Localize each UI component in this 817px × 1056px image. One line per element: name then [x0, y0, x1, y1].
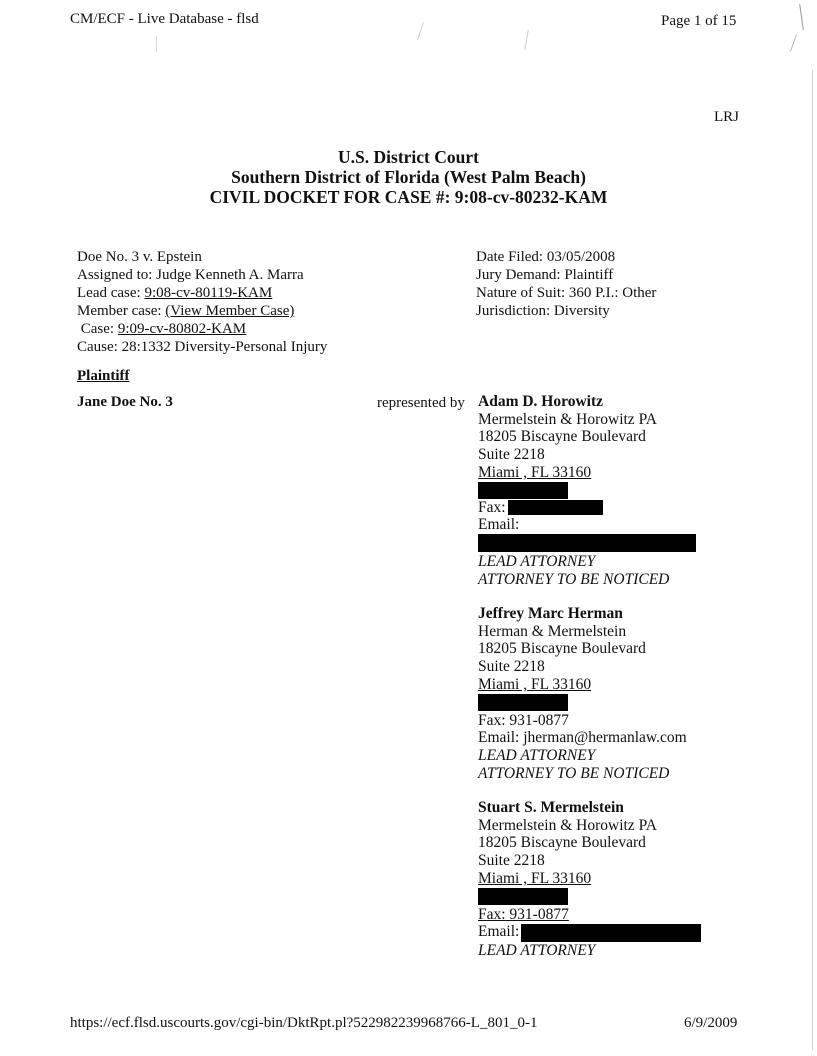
attorney-block — [478, 799, 701, 959]
scan-mark — [417, 22, 424, 39]
redaction-bar — [521, 924, 701, 942]
attorney-role: LEAD ATTORNEY — [478, 941, 596, 959]
scan-edge-line — [812, 70, 813, 1050]
case-info-right — [476, 248, 656, 320]
attorney-role: ATTORNEY TO BE NOTICED — [478, 764, 670, 782]
redacted-email — [478, 534, 696, 553]
attorney-street: 18205 Biscayne Boulevard — [478, 428, 646, 446]
lead-case-link[interactable]: 9:08-cv-80119-KAM — [144, 285, 273, 301]
attorney-role: ATTORNEY TO BE NOTICED — [478, 570, 670, 588]
scan-mark — [799, 4, 804, 30]
case-caption: Doe No. 3 v. Epstein — [77, 249, 202, 265]
attorney-fax: Fax: 931-0877 — [478, 711, 569, 729]
view-member-case-link[interactable]: (View Member Case) — [165, 303, 295, 319]
scan-mark — [790, 34, 797, 51]
lead-case: Lead case: 9:08-cv-80119-KAM — [77, 285, 273, 301]
redacted-phone — [478, 482, 696, 499]
scan-mark — [156, 36, 157, 52]
case-info-left — [77, 248, 327, 356]
attorney-city: Miami , FL 33160 — [478, 869, 592, 887]
attorney-email: Email: — [478, 516, 520, 534]
attorney-fax: Fax: — [478, 499, 696, 517]
member-case-number: Case: 9:09-cv-80802-KAM — [77, 321, 247, 337]
attorney-city: Miami , FL 33160 — [478, 675, 592, 693]
plaintiff-heading: Plaintiff — [77, 368, 130, 384]
page-number: Page 1 of 15 — [661, 13, 737, 29]
attorney-role: LEAD ATTORNEY — [478, 746, 596, 764]
redaction-bar — [478, 888, 568, 905]
district-name: Southern District of Florida (West Palm Beach) — [231, 167, 586, 187]
attorney-firm: Mermelstein & Horowitz PA — [478, 410, 657, 428]
redaction-bar — [478, 694, 568, 711]
attorney-block — [478, 393, 696, 588]
nature-of-suit: Nature of Suit: 360 P.I.: Other — [476, 285, 657, 301]
redacted-phone — [478, 888, 701, 906]
jurisdiction: Jurisdiction: Diversity — [476, 303, 610, 319]
footer-date: 6/9/2009 — [684, 1015, 738, 1031]
attorney-suite: Suite 2218 — [478, 446, 545, 464]
represented-by: represented by — [377, 395, 465, 411]
docket-title: CIVIL DOCKET FOR CASE #: 9:08-cv-80232-KAM — [209, 187, 608, 207]
header-source: CM/ECF - Live Database - flsd — [70, 11, 259, 27]
redaction-bar — [478, 534, 696, 552]
date-filed: Date Filed: 03/05/2008 — [476, 249, 616, 265]
attorney-name: Stuart S. Mermelstein — [478, 799, 624, 816]
attorney-role: LEAD ATTORNEY — [478, 552, 596, 570]
redaction-bar — [478, 482, 568, 499]
footer-url: https://ecf.flsd.uscourts.gov/cgi-bin/DktRpt.pl?522982239968766-L_801_0-1 — [70, 1015, 538, 1031]
attorney-city: Miami , FL 33160 — [478, 463, 592, 481]
court-name: U.S. District Court — [338, 147, 479, 167]
attorney-block — [478, 605, 687, 782]
member-case-link[interactable]: 9:09-cv-80802-KAM — [117, 321, 247, 337]
jury-demand: Jury Demand: Plaintiff — [476, 267, 614, 283]
attorney-suite: Suite 2218 — [478, 852, 545, 870]
attorney-email: Email: — [478, 923, 701, 941]
attorney-name: Jeffrey Marc Herman — [478, 605, 623, 622]
assigned-judge: Assigned to: Judge Kenneth A. Marra — [77, 267, 304, 283]
attorney-name: Adam D. Horowitz — [478, 393, 603, 410]
cause: Cause: 28:1332 Diversity-Personal Injury — [77, 339, 328, 355]
initials: LRJ — [714, 109, 740, 125]
plaintiff-name: Jane Doe No. 3 — [77, 394, 173, 410]
redacted-phone — [478, 694, 687, 712]
attorney-street: 18205 Biscayne Boulevard — [478, 640, 646, 658]
attorney-fax: Fax: 931-0877 — [478, 905, 569, 923]
attorney-firm: Mermelstein & Horowitz PA — [478, 816, 657, 834]
member-case: Member case: (View Member Case) — [77, 303, 295, 319]
attorney-email: Email: jherman@hermanlaw.com — [478, 729, 687, 747]
attorney-suite: Suite 2218 — [478, 658, 545, 676]
redaction-bar — [508, 500, 603, 515]
attorney-street: 18205 Biscayne Boulevard — [478, 834, 646, 852]
scan-mark — [524, 30, 528, 50]
attorney-firm: Herman & Mermelstein — [478, 622, 627, 640]
